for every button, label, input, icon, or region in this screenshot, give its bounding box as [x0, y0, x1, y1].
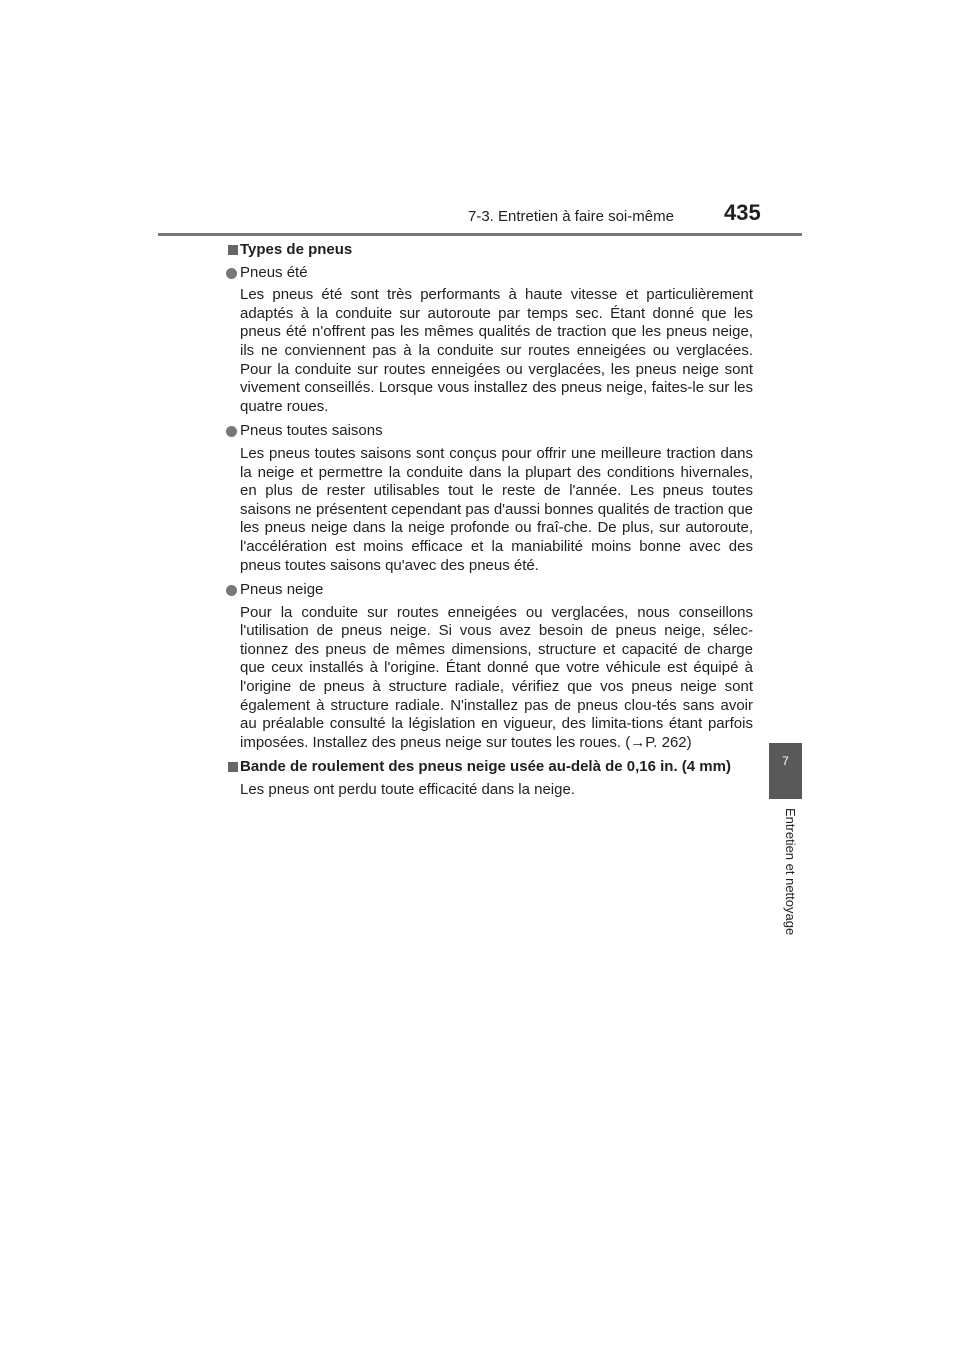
- item-title: Pneus été: [240, 263, 308, 281]
- square-bullet-icon: [228, 762, 238, 772]
- tire-types-heading: [213, 241, 753, 260]
- round-bullet-icon: [226, 268, 237, 279]
- list-item: [213, 422, 753, 575]
- item-text: Les pneus toutes saisons sont conçus pour offrir une meilleure traction dans la neige et permettre la conduite dans la plupart des conditions hivernales, en plus de rester utilisables tout le reste de l'année. Les pneus toutes saisons ne présentent cependant pas d'aussi bonnes qualités de traction que les pneus neige dans la neige profonde ou fraî-che. De plus, sur autoroute, l'accélération est moins efficace et la maniabilité moins bonne avec des pneus toutes saisons qu'avec des pneus été.: [240, 444, 753, 574]
- round-bullet-icon: [226, 426, 237, 437]
- heading-text: Bande de roulement des pneus neige usée au-delà de 0,16 in. (4 mm): [240, 758, 731, 776]
- bullet-title: [213, 422, 753, 441]
- page-number: 435: [724, 200, 761, 225]
- chapter-label: Entretien et nettoyage: [783, 808, 798, 936]
- item-text: Pour la conduite sur routes enneigées ou verglacées, nous conseillons l'utilisation de pneus neige. Si vous avez besoin de pneus neige, sélec-tionnez des pneus de mêmes dimensions, structure et capacité de charge que ceux installés à l'origine. Étant donné que votre véhicule est équipé à l'origine de pneus à structure radiale, vérifiez que vos pneus neige sont également à structure radiale. N'installez pas de pneus clou-tés sans avoir au préalable consulté la législation en vigueur, des limita-tions étant parfois imposées. Installez des pneus neige sur toutes les roues. (→P. 262): [240, 603, 753, 751]
- page-content: [213, 241, 753, 800]
- tread-wear-text: Les pneus ont perdu toute efficacité dans la neige.: [240, 781, 575, 799]
- heading-text: Types de pneus: [240, 241, 353, 258]
- item-title: Pneus toutes saisons: [240, 422, 383, 440]
- chapter-number: 7: [782, 754, 789, 768]
- round-bullet-icon: [226, 585, 237, 596]
- list-item: [213, 264, 753, 417]
- bullet-title: [213, 264, 753, 283]
- header-divider: [158, 233, 802, 236]
- section-title: 7-3. Entretien à faire soi-même: [468, 208, 674, 225]
- list-item: [213, 581, 753, 752]
- bullet-title: [213, 581, 753, 600]
- square-bullet-icon: [228, 245, 238, 255]
- item-text: Les pneus été sont très performants à haute vitesse et particulièrement adaptés à la conduite sur autoroute par temps sec. Étant donné que les pneus été n'offrent pas les mêmes qualités de traction que les pneus neige, ils ne conviennent pas à la conduite sur routes enneigées ou verglacées. Pour la conduite sur routes enneigées ou verglacées, les pneus neige sont vivement conseillés. Lorsque vous installez des pneus neige, faites-le sur les quatre roues.: [240, 286, 753, 415]
- item-title: Pneus neige: [240, 581, 324, 599]
- chapter-tab: [769, 743, 802, 799]
- tread-wear-heading: [213, 758, 753, 777]
